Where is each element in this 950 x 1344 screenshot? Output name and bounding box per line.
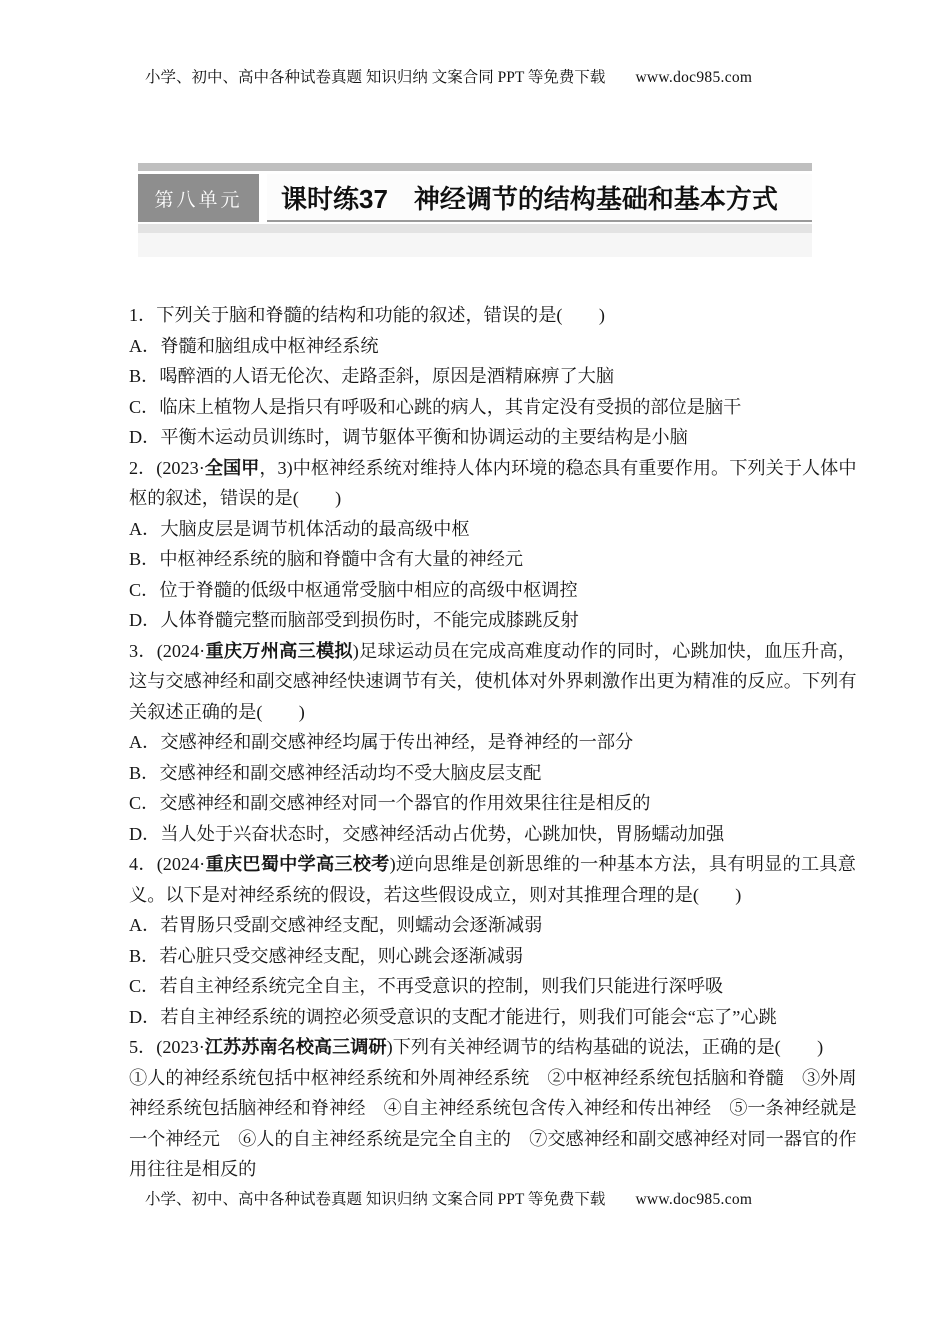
text-run: 用往往是相反的 [129, 1159, 257, 1179]
source-tag: 江苏苏南名校高三调研 [204, 1037, 387, 1057]
banner-gap [259, 174, 267, 222]
text-run: D．若自主神经系统的调控必须受意识的支配才能进行，则我们可能会“忘了”心跳 [129, 1006, 777, 1027]
header-slogan: 小学、初中、高中各种试卷真题 知识归纳 文案合同 PPT 等免费下载 [145, 69, 606, 86]
text-line [129, 575, 856, 606]
text-line [129, 544, 856, 575]
text-line [129, 422, 856, 453]
page-header [145, 68, 752, 88]
text-line [129, 361, 856, 392]
text-run: 一个神经元 ⑥人的自主神经系统是完全自主的 ⑦交感神经和副交感神经对同一器官的作 [129, 1128, 857, 1149]
text-run: B．若心脏只受交感神经支配，则心跳会逐渐减弱 [129, 945, 524, 966]
text-run: A．交感神经和副交感神经均属于传出神经，是脊神经的一部分 [129, 732, 634, 752]
text-run: 2．(2023· [129, 457, 205, 478]
text-run: B．喝醉酒的人语无伦次、走路歪斜，原因是酒精麻痹了大脑 [129, 366, 615, 386]
text-line [129, 483, 856, 514]
question-lines [129, 300, 856, 1185]
text-line [129, 910, 856, 941]
text-run: A．脊髓和脑组成中枢神经系统 [129, 335, 379, 356]
text-run: ①人的神经系统包括中枢神经系统和外周神经系统 ②中枢神经系统包括脑和脊髓 ③外周 [129, 1067, 857, 1088]
footer-slogan: 小学、初中、高中各种试卷真题 知识归纳 文案合同 PPT 等免费下载 [145, 1191, 606, 1208]
text-line [129, 1093, 856, 1124]
text-run: A．大脑皮层是调节机体活动的最高级中枢 [129, 518, 470, 539]
text-line [129, 971, 856, 1002]
text-run: 这与交感神经和副交感神经快速调节有关，使机体对外界刺激作出更为精准的反应。下列有 [129, 671, 857, 691]
banner-row [138, 174, 812, 222]
text-line [129, 605, 856, 636]
text-run: 关叙述正确的是( ) [129, 701, 305, 722]
page-footer [145, 1190, 752, 1210]
text-line [129, 1154, 856, 1185]
lesson-banner [138, 163, 812, 257]
text-run: ，3)中枢神经系统对维持人体内环境的稳态具有重要作用。下列关于人体中 [259, 457, 857, 478]
unit-label: 第八单元 [138, 174, 259, 222]
text-run: B．中枢神经系统的脑和脊髓中含有大量的神经元 [129, 549, 524, 569]
text-run: 枢的叙述，错误的是( ) [129, 488, 342, 508]
banner-bottom-strip [138, 224, 812, 233]
banner-bottom-strip-light [138, 233, 812, 257]
text-run: D．当人处于兴奋状态时，交感神经活动占优势，心跳加快，胃肠蠕动加强 [129, 823, 725, 844]
source-tag: 重庆巴蜀中学高三校考 [205, 854, 390, 874]
lesson-title: 课时练37 神经调节的结构基础和基本方式 [267, 174, 812, 222]
text-line [129, 1002, 856, 1033]
text-line [129, 453, 856, 484]
text-line [129, 880, 856, 911]
text-line [129, 788, 856, 819]
footer-site-url: www.doc985.com [635, 1191, 753, 1208]
text-line [129, 636, 856, 667]
header-site-url: www.doc985.com [635, 69, 753, 86]
text-line [129, 300, 856, 331]
text-line [129, 697, 856, 728]
text-run: 1．下列关于脑和脊髓的结构和功能的叙述，错误的是( ) [129, 305, 605, 325]
text-run: B．交感神经和副交感神经活动均不受大脑皮层支配 [129, 762, 542, 783]
text-run: C．若自主神经系统完全自主，不再受意识的控制，则我们只能进行深呼吸 [129, 976, 724, 996]
text-run: 神经系统包括脑神经和脊神经 ④自主神经系统包含传入神经和传出神经 ⑤一条神经就是 [129, 1098, 857, 1118]
text-run: 义。以下是对神经系统的假设，若这些假设成立，则对其推理合理的是( ) [129, 884, 742, 905]
text-run: )下列有关神经调节的结构基础的说法，正确的是( ) [386, 1037, 824, 1057]
text-run: )足球运动员在完成高难度动作的同时，心跳加快，血压升高， [352, 640, 856, 661]
text-run: C．位于脊髓的低级中枢通常受脑中相应的高级中枢调控 [129, 579, 578, 600]
text-run: 3．(2024· [129, 640, 206, 661]
banner-top-strip [138, 163, 812, 171]
text-run: D．人体脊髓完整而脑部受到损伤时，不能完成膝跳反射 [129, 610, 579, 630]
text-line [129, 849, 856, 880]
text-line [129, 941, 856, 972]
text-line [129, 1032, 856, 1063]
text-run: A．若胃肠只受副交感神经支配，则蠕动会逐渐减弱 [129, 915, 543, 935]
text-line [129, 331, 856, 362]
text-run: )逆向思维是创新思维的一种基本方法，具有明显的工具意 [389, 854, 856, 874]
text-line [129, 758, 856, 789]
text-run: C．临床上植物人是指只有呼吸和心跳的病人，其肯定没有受损的部位是脑干 [129, 396, 742, 417]
text-line [129, 819, 856, 850]
source-tag: 重庆万州高三模拟 [205, 640, 353, 661]
text-line [129, 514, 856, 545]
text-run: 5．(2023· [129, 1037, 205, 1057]
text-line [129, 392, 856, 423]
text-line [129, 666, 856, 697]
text-run: 4．(2024· [129, 854, 206, 874]
text-run: D．平衡木运动员训练时，调节躯体平衡和协调运动的主要结构是小脑 [129, 427, 688, 447]
text-line [129, 1124, 856, 1155]
text-run: C．交感神经和副交感神经对同一个器官的作用效果往往是相反的 [129, 793, 651, 813]
text-line [129, 1063, 856, 1094]
source-tag: 全国甲 [204, 457, 260, 478]
text-line [129, 727, 856, 758]
